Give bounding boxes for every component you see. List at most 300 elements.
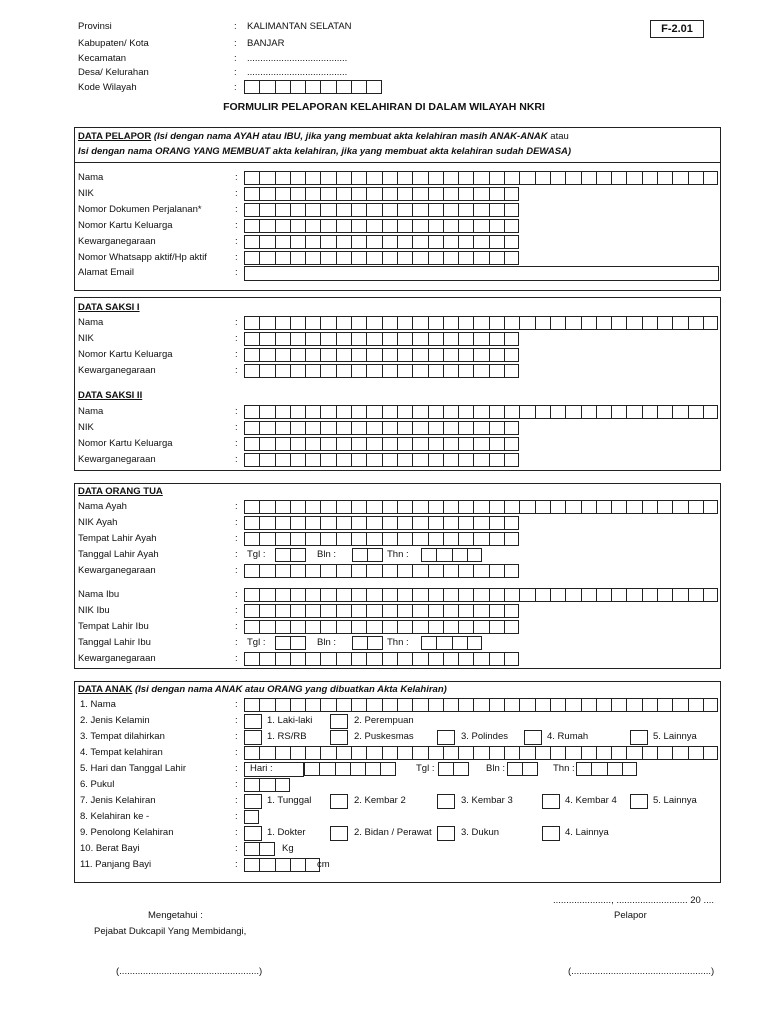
char-cell[interactable] xyxy=(565,500,580,514)
char-cell[interactable] xyxy=(473,203,488,217)
char-cell[interactable] xyxy=(305,588,320,602)
char-cell[interactable] xyxy=(412,316,427,330)
char-cell[interactable] xyxy=(305,251,320,265)
char-cell[interactable] xyxy=(428,364,443,378)
char-cell[interactable] xyxy=(336,532,351,546)
char-cell[interactable] xyxy=(290,348,305,362)
char-cell[interactable] xyxy=(397,588,412,602)
char-cell[interactable] xyxy=(336,187,351,201)
char-cell[interactable] xyxy=(320,588,335,602)
char-cell[interactable] xyxy=(336,588,351,602)
char-cell[interactable] xyxy=(596,588,611,602)
char-cell[interactable] xyxy=(382,652,397,666)
char-cell[interactable] xyxy=(657,698,672,712)
char-cell[interactable] xyxy=(351,620,366,634)
char-cell[interactable] xyxy=(380,762,395,776)
char-cell[interactable] xyxy=(535,405,550,419)
char-cell[interactable] xyxy=(351,564,366,578)
char-cell[interactable] xyxy=(489,564,504,578)
saksi2-grid-2[interactable] xyxy=(244,437,519,451)
ayah-tempat-lahir-grid[interactable] xyxy=(244,532,519,546)
char-cell[interactable] xyxy=(672,746,687,760)
char-cell[interactable] xyxy=(642,746,657,760)
char-cell[interactable] xyxy=(688,588,703,602)
char-cell[interactable] xyxy=(473,453,488,467)
char-cell[interactable] xyxy=(320,251,335,265)
char-cell[interactable] xyxy=(259,251,274,265)
char-cell[interactable] xyxy=(382,564,397,578)
char-cell[interactable] xyxy=(382,500,397,514)
char-cell[interactable] xyxy=(458,588,473,602)
char-cell[interactable] xyxy=(504,698,519,712)
char-cell[interactable] xyxy=(244,652,259,666)
char-cell[interactable] xyxy=(366,604,381,618)
char-cell[interactable] xyxy=(591,762,606,776)
char-cell[interactable] xyxy=(320,316,335,330)
char-cell[interactable] xyxy=(412,588,427,602)
char-cell[interactable] xyxy=(626,746,641,760)
char-cell[interactable] xyxy=(336,604,351,618)
char-cell[interactable] xyxy=(397,532,412,546)
char-cell[interactable] xyxy=(275,453,290,467)
char-cell[interactable] xyxy=(320,532,335,546)
char-cell[interactable] xyxy=(336,316,351,330)
ayah-tgl-grid[interactable] xyxy=(275,548,306,562)
char-cell[interactable] xyxy=(412,500,427,514)
char-cell[interactable] xyxy=(336,437,351,451)
char-cell[interactable] xyxy=(703,588,718,602)
anak-thn-grid[interactable] xyxy=(576,762,637,776)
char-cell[interactable] xyxy=(320,171,335,185)
char-cell[interactable] xyxy=(259,80,274,94)
char-cell[interactable] xyxy=(453,762,468,776)
char-cell[interactable] xyxy=(259,698,274,712)
char-cell[interactable] xyxy=(642,500,657,514)
char-cell[interactable] xyxy=(305,332,320,346)
char-cell[interactable] xyxy=(397,421,412,435)
char-cell[interactable] xyxy=(336,80,351,94)
char-cell[interactable] xyxy=(519,500,534,514)
char-cell[interactable] xyxy=(443,203,458,217)
char-cell[interactable] xyxy=(458,251,473,265)
char-cell[interactable] xyxy=(596,698,611,712)
char-cell[interactable] xyxy=(382,746,397,760)
char-cell[interactable] xyxy=(320,405,335,419)
char-cell[interactable] xyxy=(336,421,351,435)
char-cell[interactable] xyxy=(320,437,335,451)
char-cell[interactable] xyxy=(473,652,488,666)
char-cell[interactable] xyxy=(703,316,718,330)
char-cell[interactable] xyxy=(320,500,335,514)
char-cell[interactable] xyxy=(275,80,290,94)
char-cell[interactable] xyxy=(290,405,305,419)
char-cell[interactable] xyxy=(443,235,458,249)
char-cell[interactable] xyxy=(412,532,427,546)
char-cell[interactable] xyxy=(275,203,290,217)
char-cell[interactable] xyxy=(535,698,550,712)
char-cell[interactable] xyxy=(473,564,488,578)
char-cell[interactable] xyxy=(458,652,473,666)
char-cell[interactable] xyxy=(489,588,504,602)
char-cell[interactable] xyxy=(336,332,351,346)
ayah-grid-1[interactable] xyxy=(244,516,519,530)
char-cell[interactable] xyxy=(473,219,488,233)
saksi2-grid-0[interactable] xyxy=(244,405,718,419)
char-cell[interactable] xyxy=(397,604,412,618)
char-cell[interactable] xyxy=(336,203,351,217)
pelapor-grid-1[interactable] xyxy=(244,187,519,201)
char-cell[interactable] xyxy=(397,251,412,265)
char-cell[interactable] xyxy=(428,564,443,578)
char-cell[interactable] xyxy=(657,588,672,602)
char-cell[interactable] xyxy=(320,746,335,760)
char-cell[interactable] xyxy=(507,762,522,776)
char-cell[interactable] xyxy=(290,421,305,435)
char-cell[interactable] xyxy=(489,219,504,233)
char-cell[interactable] xyxy=(244,405,259,419)
char-cell[interactable] xyxy=(412,171,427,185)
char-cell[interactable] xyxy=(366,564,381,578)
char-cell[interactable] xyxy=(275,171,290,185)
char-cell[interactable] xyxy=(275,604,290,618)
char-cell[interactable] xyxy=(290,235,305,249)
char-cell[interactable] xyxy=(688,171,703,185)
char-cell[interactable] xyxy=(275,348,290,362)
char-cell[interactable] xyxy=(382,453,397,467)
char-cell[interactable] xyxy=(626,588,641,602)
char-cell[interactable] xyxy=(504,171,519,185)
char-cell[interactable] xyxy=(397,405,412,419)
anak-tempat-kelahiran-grid[interactable] xyxy=(244,746,718,760)
char-cell[interactable] xyxy=(703,746,718,760)
char-cell[interactable] xyxy=(504,500,519,514)
char-cell[interactable] xyxy=(275,858,290,872)
char-cell[interactable] xyxy=(428,332,443,346)
char-cell[interactable] xyxy=(519,698,534,712)
char-cell[interactable] xyxy=(473,332,488,346)
char-cell[interactable] xyxy=(428,437,443,451)
char-cell[interactable] xyxy=(244,316,259,330)
char-cell[interactable] xyxy=(458,620,473,634)
char-cell[interactable] xyxy=(351,187,366,201)
char-cell[interactable] xyxy=(244,842,259,856)
char-cell[interactable] xyxy=(504,746,519,760)
char-cell[interactable] xyxy=(703,405,718,419)
char-cell[interactable] xyxy=(259,516,274,530)
char-cell[interactable] xyxy=(320,564,335,578)
char-cell[interactable] xyxy=(275,437,290,451)
char-cell[interactable] xyxy=(504,588,519,602)
char-cell[interactable] xyxy=(259,842,274,856)
char-cell[interactable] xyxy=(259,203,274,217)
char-cell[interactable] xyxy=(336,652,351,666)
char-cell[interactable] xyxy=(443,251,458,265)
char-cell[interactable] xyxy=(428,532,443,546)
char-cell[interactable] xyxy=(275,316,290,330)
char-cell[interactable] xyxy=(504,405,519,419)
ibu-nama-grid[interactable] xyxy=(244,588,718,602)
char-cell[interactable] xyxy=(320,80,335,94)
char-cell[interactable] xyxy=(626,500,641,514)
char-cell[interactable] xyxy=(366,652,381,666)
char-cell[interactable] xyxy=(428,187,443,201)
jenis-checkbox[interactable] xyxy=(630,794,648,809)
char-cell[interactable] xyxy=(259,348,274,362)
char-cell[interactable] xyxy=(443,364,458,378)
char-cell[interactable] xyxy=(412,203,427,217)
char-cell[interactable] xyxy=(458,453,473,467)
char-cell[interactable] xyxy=(473,620,488,634)
char-cell[interactable] xyxy=(596,171,611,185)
char-cell[interactable] xyxy=(489,620,504,634)
char-cell[interactable] xyxy=(550,500,565,514)
char-cell[interactable] xyxy=(275,636,290,650)
char-cell[interactable] xyxy=(382,364,397,378)
char-cell[interactable] xyxy=(688,500,703,514)
jk-checkbox[interactable] xyxy=(330,714,348,729)
char-cell[interactable] xyxy=(275,698,290,712)
char-cell[interactable] xyxy=(504,532,519,546)
char-cell[interactable] xyxy=(688,405,703,419)
char-cell[interactable] xyxy=(244,564,259,578)
char-cell[interactable] xyxy=(565,746,580,760)
char-cell[interactable] xyxy=(244,348,259,362)
char-cell[interactable] xyxy=(336,348,351,362)
char-cell[interactable] xyxy=(412,421,427,435)
char-cell[interactable] xyxy=(421,636,436,650)
char-cell[interactable] xyxy=(428,604,443,618)
char-cell[interactable] xyxy=(522,762,537,776)
char-cell[interactable] xyxy=(703,500,718,514)
char-cell[interactable] xyxy=(672,316,687,330)
char-cell[interactable] xyxy=(305,532,320,546)
char-cell[interactable] xyxy=(458,746,473,760)
char-cell[interactable] xyxy=(244,810,259,824)
char-cell[interactable] xyxy=(611,500,626,514)
char-cell[interactable] xyxy=(244,235,259,249)
char-cell[interactable] xyxy=(305,746,320,760)
char-cell[interactable] xyxy=(489,348,504,362)
char-cell[interactable] xyxy=(290,187,305,201)
char-cell[interactable] xyxy=(473,235,488,249)
char-cell[interactable] xyxy=(320,421,335,435)
char-cell[interactable] xyxy=(335,762,350,776)
jenis-checkbox[interactable] xyxy=(330,794,348,809)
char-cell[interactable] xyxy=(305,421,320,435)
char-cell[interactable] xyxy=(305,187,320,201)
jenis-checkbox[interactable] xyxy=(437,794,455,809)
char-cell[interactable] xyxy=(244,588,259,602)
char-cell[interactable] xyxy=(244,532,259,546)
char-cell[interactable] xyxy=(565,171,580,185)
char-cell[interactable] xyxy=(397,564,412,578)
char-cell[interactable] xyxy=(290,604,305,618)
ayah-bln-grid[interactable] xyxy=(352,548,383,562)
char-cell[interactable] xyxy=(275,332,290,346)
char-cell[interactable] xyxy=(436,548,451,562)
char-cell[interactable] xyxy=(244,778,259,792)
char-cell[interactable] xyxy=(489,316,504,330)
penolong-checkbox[interactable] xyxy=(437,826,455,841)
char-cell[interactable] xyxy=(351,251,366,265)
char-cell[interactable] xyxy=(412,698,427,712)
char-cell[interactable] xyxy=(428,219,443,233)
char-cell[interactable] xyxy=(290,219,305,233)
char-cell[interactable] xyxy=(351,516,366,530)
char-cell[interactable] xyxy=(366,532,381,546)
char-cell[interactable] xyxy=(421,548,436,562)
char-cell[interactable] xyxy=(458,421,473,435)
char-cell[interactable] xyxy=(275,564,290,578)
char-cell[interactable] xyxy=(626,316,641,330)
char-cell[interactable] xyxy=(458,171,473,185)
char-cell[interactable] xyxy=(336,364,351,378)
char-cell[interactable] xyxy=(473,437,488,451)
char-cell[interactable] xyxy=(351,604,366,618)
char-cell[interactable] xyxy=(320,620,335,634)
char-cell[interactable] xyxy=(581,316,596,330)
char-cell[interactable] xyxy=(550,746,565,760)
char-cell[interactable] xyxy=(596,405,611,419)
char-cell[interactable] xyxy=(412,332,427,346)
char-cell[interactable] xyxy=(336,219,351,233)
char-cell[interactable] xyxy=(443,316,458,330)
char-cell[interactable] xyxy=(382,437,397,451)
char-cell[interactable] xyxy=(305,652,320,666)
char-cell[interactable] xyxy=(366,437,381,451)
char-cell[interactable] xyxy=(443,348,458,362)
char-cell[interactable] xyxy=(244,332,259,346)
char-cell[interactable] xyxy=(688,698,703,712)
char-cell[interactable] xyxy=(428,746,443,760)
char-cell[interactable] xyxy=(382,203,397,217)
char-cell[interactable] xyxy=(607,762,622,776)
char-cell[interactable] xyxy=(259,171,274,185)
char-cell[interactable] xyxy=(467,636,482,650)
char-cell[interactable] xyxy=(489,171,504,185)
char-cell[interactable] xyxy=(428,171,443,185)
char-cell[interactable] xyxy=(366,332,381,346)
char-cell[interactable] xyxy=(412,437,427,451)
char-cell[interactable] xyxy=(473,588,488,602)
char-cell[interactable] xyxy=(290,437,305,451)
char-cell[interactable] xyxy=(305,500,320,514)
char-cell[interactable] xyxy=(397,171,412,185)
char-cell[interactable] xyxy=(473,500,488,514)
char-cell[interactable] xyxy=(489,604,504,618)
char-cell[interactable] xyxy=(259,437,274,451)
char-cell[interactable] xyxy=(351,588,366,602)
char-cell[interactable] xyxy=(519,316,534,330)
char-cell[interactable] xyxy=(458,405,473,419)
char-cell[interactable] xyxy=(336,500,351,514)
char-cell[interactable] xyxy=(351,316,366,330)
char-cell[interactable] xyxy=(428,251,443,265)
char-cell[interactable] xyxy=(366,348,381,362)
char-cell[interactable] xyxy=(382,171,397,185)
char-cell[interactable] xyxy=(366,500,381,514)
char-cell[interactable] xyxy=(611,316,626,330)
char-cell[interactable] xyxy=(458,316,473,330)
char-cell[interactable] xyxy=(672,588,687,602)
char-cell[interactable] xyxy=(382,332,397,346)
char-cell[interactable] xyxy=(366,235,381,249)
ibu-thn-grid[interactable] xyxy=(421,636,482,650)
char-cell[interactable] xyxy=(351,219,366,233)
char-cell[interactable] xyxy=(259,564,274,578)
char-cell[interactable] xyxy=(275,652,290,666)
char-cell[interactable] xyxy=(397,187,412,201)
char-cell[interactable] xyxy=(290,316,305,330)
char-cell[interactable] xyxy=(382,532,397,546)
char-cell[interactable] xyxy=(351,80,366,94)
char-cell[interactable] xyxy=(350,762,365,776)
char-cell[interactable] xyxy=(412,405,427,419)
char-cell[interactable] xyxy=(489,453,504,467)
char-cell[interactable] xyxy=(305,364,320,378)
char-cell[interactable] xyxy=(611,405,626,419)
char-cell[interactable] xyxy=(259,746,274,760)
char-cell[interactable] xyxy=(244,80,259,94)
char-cell[interactable] xyxy=(565,588,580,602)
char-cell[interactable] xyxy=(305,316,320,330)
char-cell[interactable] xyxy=(428,348,443,362)
char-cell[interactable] xyxy=(596,316,611,330)
char-cell[interactable] xyxy=(703,698,718,712)
char-cell[interactable] xyxy=(626,171,641,185)
char-cell[interactable] xyxy=(397,203,412,217)
char-cell[interactable] xyxy=(351,203,366,217)
char-cell[interactable] xyxy=(428,698,443,712)
char-cell[interactable] xyxy=(244,516,259,530)
char-cell[interactable] xyxy=(489,532,504,546)
char-cell[interactable] xyxy=(275,187,290,201)
char-cell[interactable] xyxy=(305,604,320,618)
char-cell[interactable] xyxy=(320,652,335,666)
char-cell[interactable] xyxy=(305,203,320,217)
char-cell[interactable] xyxy=(397,516,412,530)
char-cell[interactable] xyxy=(452,636,467,650)
char-cell[interactable] xyxy=(366,187,381,201)
char-cell[interactable] xyxy=(305,437,320,451)
anak-nama-grid[interactable] xyxy=(244,698,718,712)
char-cell[interactable] xyxy=(382,698,397,712)
tempat-checkbox[interactable] xyxy=(437,730,455,745)
ayah-thn-grid[interactable] xyxy=(421,548,482,562)
char-cell[interactable] xyxy=(290,453,305,467)
char-cell[interactable] xyxy=(305,620,320,634)
char-cell[interactable] xyxy=(259,532,274,546)
char-cell[interactable] xyxy=(320,187,335,201)
char-cell[interactable] xyxy=(351,332,366,346)
char-cell[interactable] xyxy=(397,620,412,634)
char-cell[interactable] xyxy=(397,235,412,249)
char-cell[interactable] xyxy=(320,203,335,217)
char-cell[interactable] xyxy=(305,453,320,467)
char-cell[interactable] xyxy=(550,171,565,185)
char-cell[interactable] xyxy=(581,588,596,602)
char-cell[interactable] xyxy=(351,746,366,760)
char-cell[interactable] xyxy=(412,219,427,233)
char-cell[interactable] xyxy=(382,620,397,634)
ibu-grid-1[interactable] xyxy=(244,604,519,618)
char-cell[interactable] xyxy=(320,516,335,530)
char-cell[interactable] xyxy=(458,364,473,378)
char-cell[interactable] xyxy=(443,500,458,514)
char-cell[interactable] xyxy=(290,652,305,666)
char-cell[interactable] xyxy=(290,588,305,602)
char-cell[interactable] xyxy=(367,636,382,650)
